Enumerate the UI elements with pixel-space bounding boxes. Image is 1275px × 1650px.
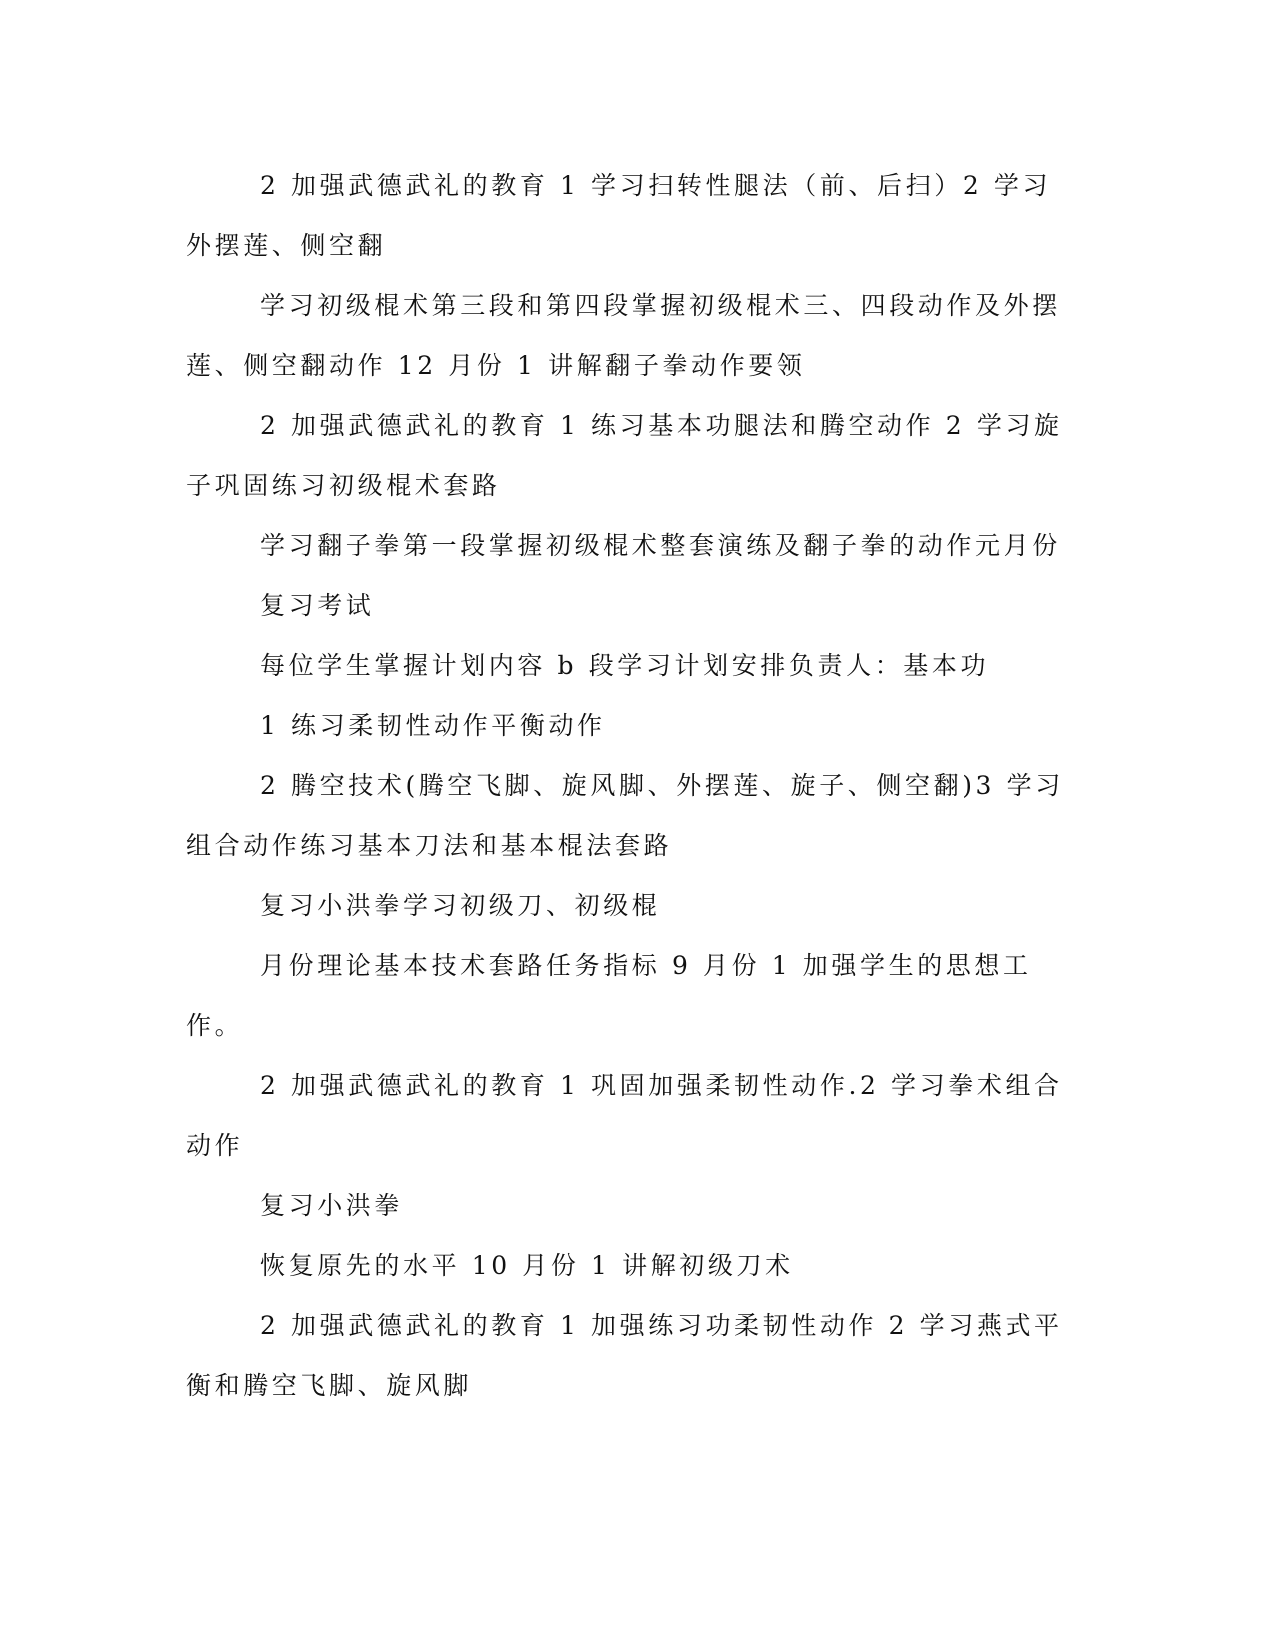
paragraph: 2 加强武德武礼的教育 1 学习扫转性腿法（前、后扫）2 学习外摆莲、侧空翻 [186, 171, 1052, 260]
paragraph: 恢复原先的水平 10 月份 1 讲解初级刀术 [260, 1251, 794, 1280]
paragraph: 2 腾空技术(腾空飞脚、旋风脚、外摆莲、旋子、侧空翻)3 学习组合动作练习基本刀法和基本棍法套路 [186, 771, 1064, 860]
document-body [186, 156, 1066, 1416]
paragraph: 2 加强武德武礼的教育 1 练习基本功腿法和腾空动作 2 学习旋子巩固练习初级棍术套路 [186, 411, 1063, 500]
paragraph: 复习考试 [260, 591, 375, 620]
paragraph: 每位学生掌握计划内容 b 段学习计划安排负责人：基本功 [260, 651, 990, 680]
paragraph: 2 加强武德武礼的教育 1 加强练习功柔韧性动作 2 学习燕式平衡和腾空飞脚、旋风脚 [186, 1311, 1063, 1400]
paragraph: 学习翻子拳第一段掌握初级棍术整套演练及翻子拳的动作元月份 [260, 531, 1061, 560]
paragraph: 1 练习柔韧性动作平衡动作 [260, 711, 606, 740]
paragraph: 复习小洪拳学习初级刀、初级棍 [260, 891, 661, 920]
paragraph: 复习小洪拳 [260, 1191, 404, 1220]
paragraph: 学习初级棍术第三段和第四段掌握初级棍术三、四段动作及外摆莲、侧空翻动作 12 月份 1 讲解翻子拳动作要领 [186, 291, 1061, 380]
paragraph: 月份理论基本技术套路任务指标 9 月份 1 加强学生的思想工作。 [186, 951, 1032, 1040]
paragraph: 2 加强武德武礼的教育 1 巩固加强柔韧性动作.2 学习拳术组合动作 [186, 1071, 1063, 1160]
